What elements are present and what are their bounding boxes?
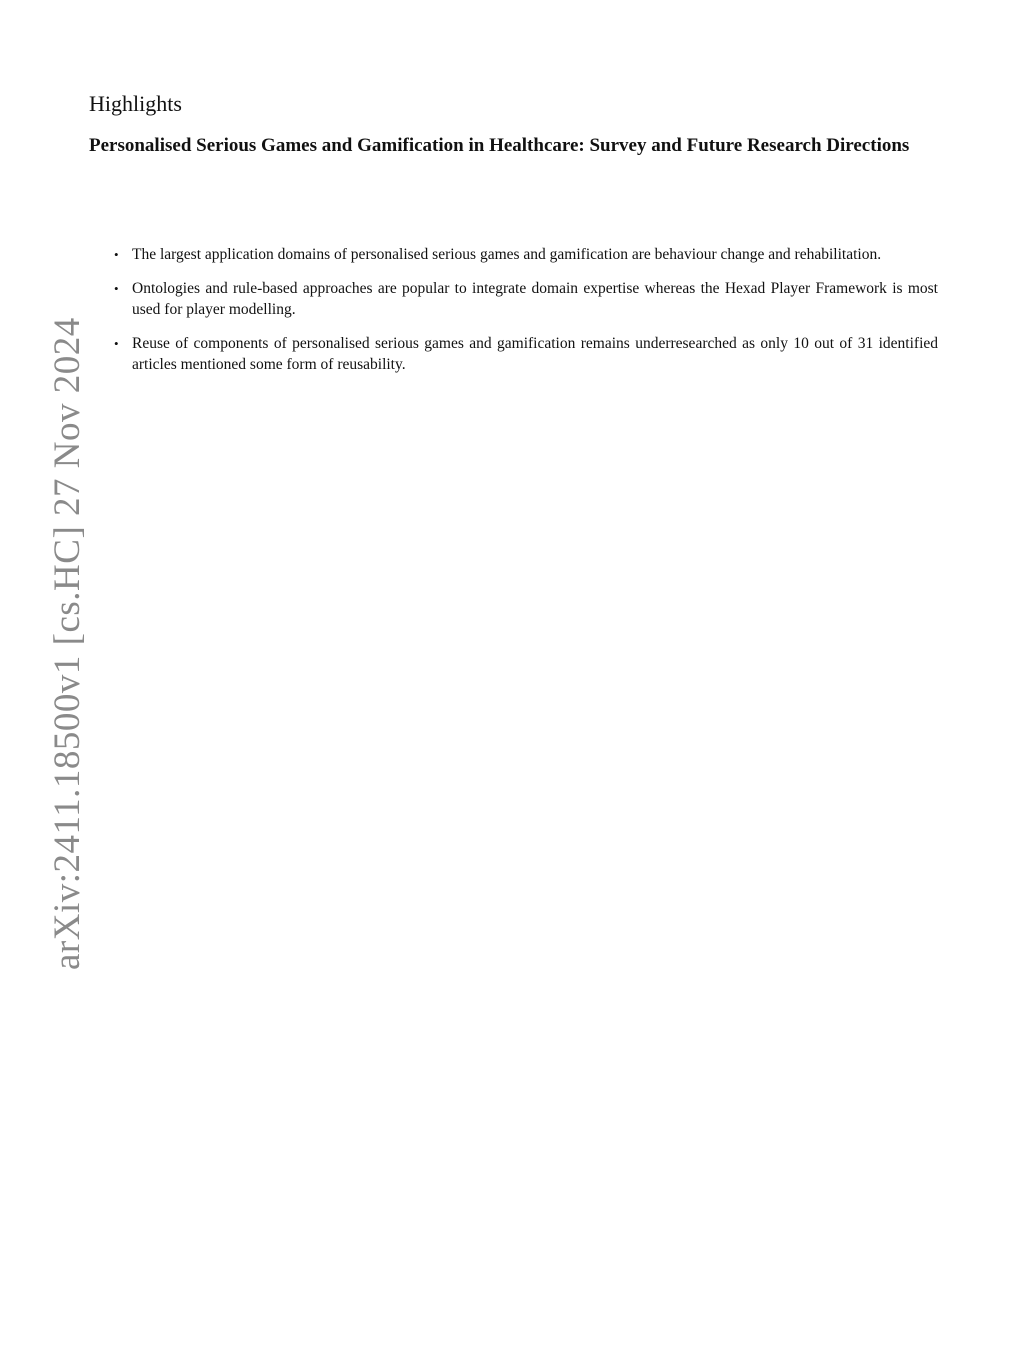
highlight-text: The largest application domains of personalised serious games and gamification are behaviour change and rehabilitation. [132,246,882,263]
highlight-text: Reuse of components of personalised serious games and gamification remains underresearched as only 10 out of 31 identified articles mentioned some form of reusability. [132,335,938,373]
arxiv-side-stamp: arXiv:2411.18500v1 [cs.HC] 27 Nov 2024 [47,317,88,970]
highlights-heading: Highlights [89,91,182,116]
bullet-icon: • [114,247,119,262]
highlight-item [110,244,938,265]
highlight-text: Ontologies and rule-based approaches are popular to integrate domain expertise whereas the Hexad Player Framework is most used for player modelling. [132,280,938,318]
highlight-item [110,278,938,320]
highlight-item [110,333,938,375]
highlights-list [110,244,938,388]
bullet-icon: • [114,281,119,296]
paper-title: Personalised Serious Games and Gamification in Healthcare: Survey and Future Research Directions [89,135,910,156]
bullet-icon: • [114,336,119,351]
